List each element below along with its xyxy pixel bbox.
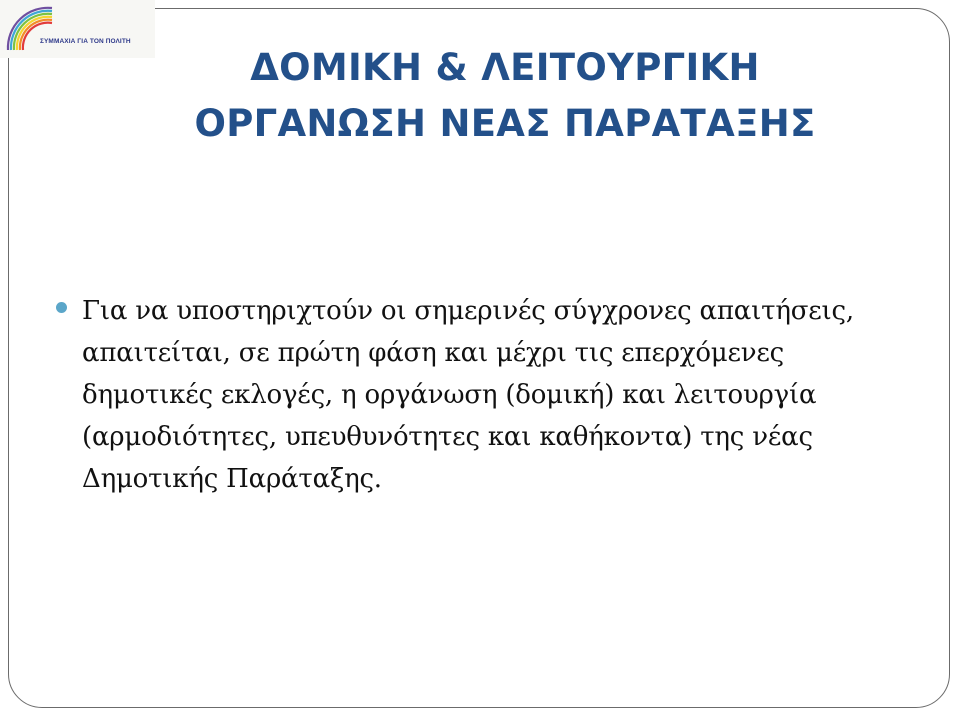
bullet-text: Για να υποστηριχτούν οι σημερινές σύγχρονες απαιτήσεις, απαιτείται, σε πρώτη φάση και μέχρι τις επερχόμενες δημοτικές εκλογές, η οργάνωση (δομική) και λειτουργία (αρμοδιότητες, υπευθυνότητες και καθήκοντα) της νέας Δημοτικής Παράταξης. xyxy=(82,296,854,494)
slide-title-line-1: ΔΟΜΙΚΗ & ΛΕΙΤΟΥΡΓΙΚΗ xyxy=(250,46,760,89)
logo-caption: ΣΥΜΜΑΧΙΑ ΓΙΑ ΤΟΝ ΠΟΛΙΤΗ xyxy=(40,38,131,45)
bullet-dot-icon xyxy=(56,302,67,313)
slide-title-line-2: ΟΡΓΑΝΩΣΗ ΝΕΑΣ ΠΑΡΑΤΑΞΗΣ xyxy=(194,102,816,145)
bullet-item xyxy=(56,290,906,500)
bullet-list xyxy=(56,290,906,500)
slide-title xyxy=(130,40,880,152)
rainbow-arc-icon xyxy=(0,0,60,58)
